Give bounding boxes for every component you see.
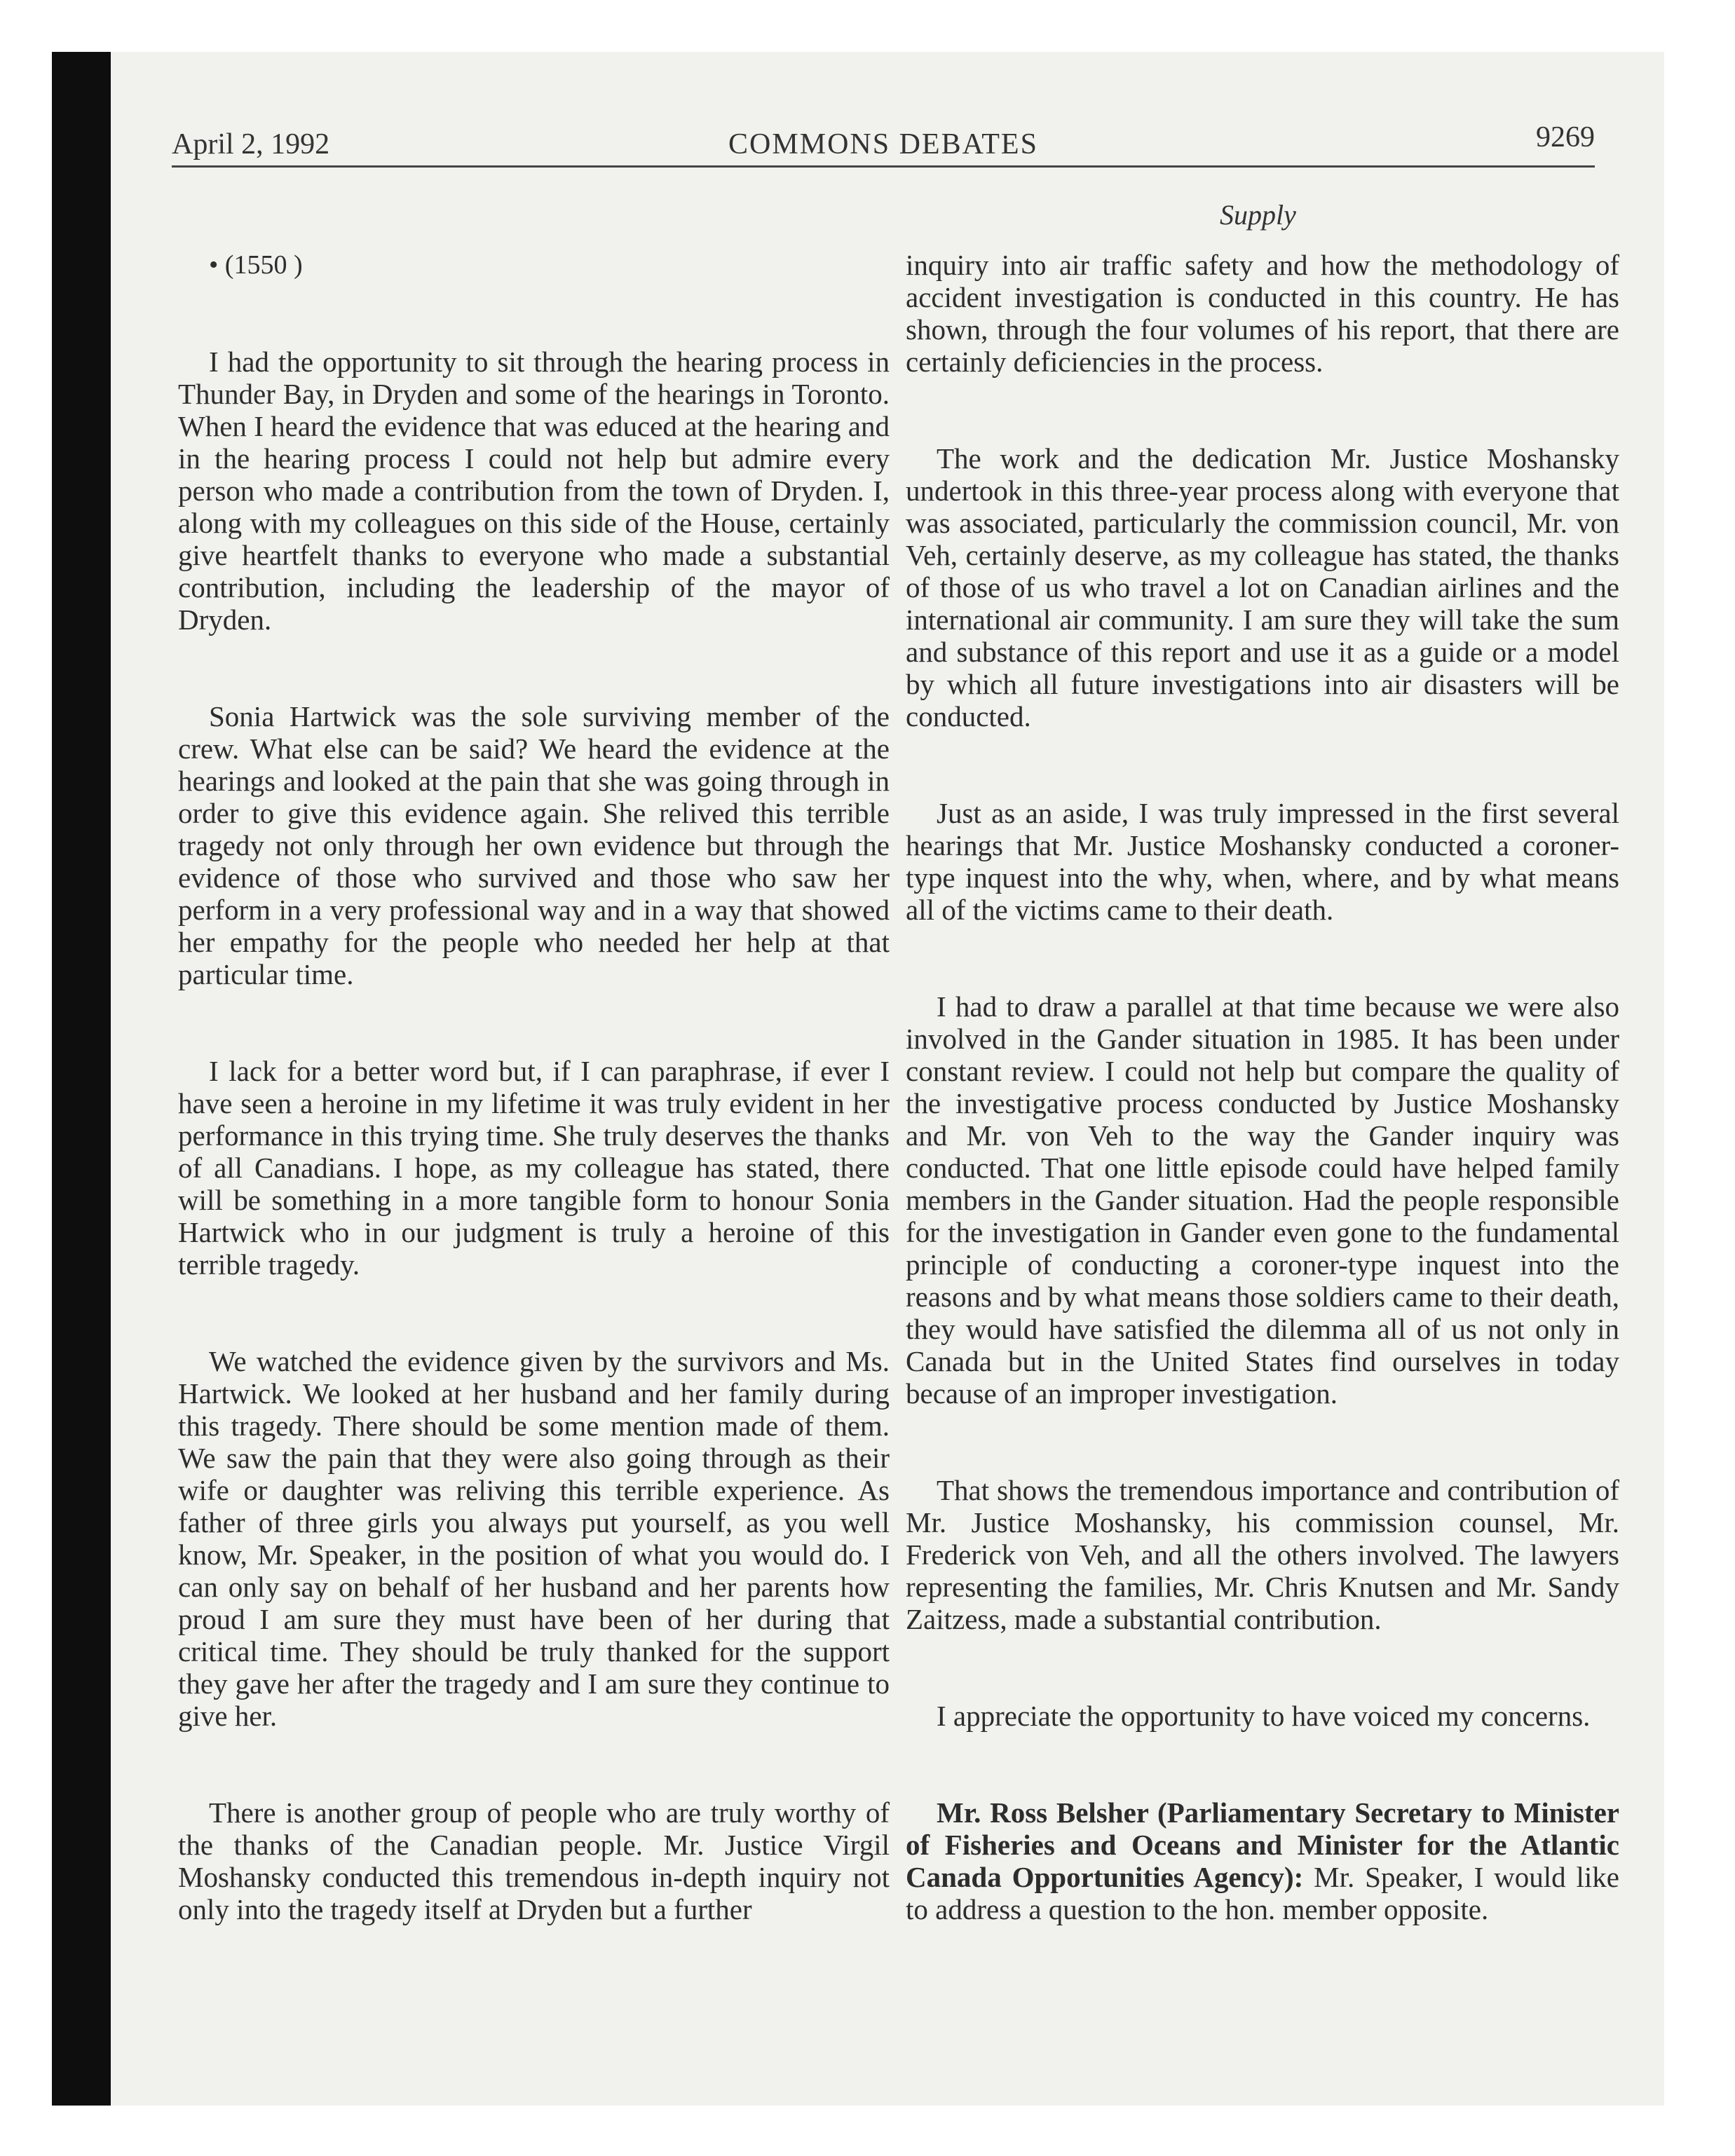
paragraph: We watched the evidence given by the survivors and Ms. Hartwick. We looked at her husband and her family during this tragedy. There should be some mention made of them. We saw the pain that they were also going through as their wife or daughter was reliving this terrible experience. As father of three girls you always put yourself, as you well know, Mr. Speaker, in the position of what you would do. I can only say on behalf of her husband and her parents how proud I am sure they must have been of her during that critical time. They should be truly thanked for the support they gave her after the tragedy and I am sure they continue to give her. [178,1345,890,1732]
paragraph: I had the opportunity to sit through the hearing process in Thunder Bay, in Dryden and some of the hearings in Toronto. When I heard the evidence that was educed at the hearing and in the hearing process I could not help but admire every person who made a contribution from the town of Dryden. I, along with my colleagues on this side of the House, certainly give heartfelt thanks to everyone who made a substantial contribution, including the leadership of the mayor of Dryden. [178,346,890,636]
speaker-paragraph [906,1796,1619,1925]
paragraph: I lack for a better word but, if I can paraphrase, if ever I have seen a heroine in my lifetime it was truly evident in her performance in this trying time. She truly deserves the thanks of all Canadians. I hope, as my colleague has stated, there will be something in a more tangible form to honour Sonia Hartwick who in our judgment is truly a heroine of this terrible tragedy. [178,1055,890,1281]
paragraph: I had to draw a parallel at that time because we were also involved in the Gander situation in 1985. It has been under constant review. I could not help but compare the quality of the investigative process conducted by Justice Moshansky and Mr. von Veh to the way the Gander inquiry was conducted. That one little episode could have helped family members in the Gander situation. Had the people responsible for the investigation in Gander even gone to the fundamental principle of conducting a coroner-type inquest into the reasons and by what means those soldiers came to their death, they would have satisfied the dilemma all of us not only in Canada but in the United States find ourselves in today because of an improper investigation. [906,990,1619,1410]
timestamp: • (1550 ) [209,250,303,280]
speaker-name: Mr. Ross Belsher (Parliamentary Secretary to Minister of Fisheries and Oceans and Minister for the Atlantic Canada Opportunities Agency): [906,1796,1619,1893]
page-number: 9269 [1536,121,1595,153]
section-title: Supply [1220,199,1296,231]
left-column [178,249,890,1925]
paragraph: There is another group of people who are truly worthy of the thanks of the Canadian people. Mr. Justice Virgil Moshansky conducted this tremendous in-depth inquiry not only into the tragedy itself at Dryden but a further [178,1796,890,1925]
binding-edge [52,52,111,2106]
paragraph: The work and the dedication Mr. Justice Moshansky undertook in this three-year process along with everyone that was associated, particularly the commission council, Mr. von Veh, certainly deserve, as my colleague has stated, the thanks of those of us who travel a lot on Canadian airlines and the international air community. I am sure they will take the sum and substance of this report and use it as a guide or a model by which all future investigations into air disasters will be conducted. [906,442,1619,732]
right-column [906,249,1619,1925]
header-rule [172,165,1595,168]
paragraph: Just as an aside, I was truly impressed in the first several hearings that Mr. Justice Moshansky conducted a coroner-type inquest into the why, when, where, and by what means all of the victims came to their death. [906,797,1619,926]
page-header [172,121,1595,170]
header-date: April 2, 1992 [172,128,330,161]
paragraph: Sonia Hartwick was the sole surviving member of the crew. What else can be said? We heard the evidence at the hearings and looked at the pain that she was going through in order to give this evidence again. She relived this terrible tragedy not only through her own evidence but through the evidence of those who survived and those who saw her perform in a very professional way and in a way that showed her empathy for the people who needed her help at that particular time. [178,700,890,990]
paragraph: That shows the tremendous importance and contribution of Mr. Justice Moshansky, his commission counsel, Mr. Frederick von Veh, and all the others involved. The lawyers representing the families, Mr. Chris Knutsen and Mr. Sandy Zaitzess, made a substantial contribution. [906,1474,1619,1635]
paragraph: inquiry into air traffic safety and how the methodology of accident investigation is conducted in this country. He has shown, through the four volumes of his report, that there are certainly deficiencies in the process. [906,249,1619,378]
paragraph: I appreciate the opportunity to have voiced my concerns. [937,1700,1591,1732]
speaker-text: Mr. Speaker, I would like to address a question to the hon. member opposite. [906,1861,1620,1925]
header-title: COMMONS DEBATES [728,128,1038,161]
